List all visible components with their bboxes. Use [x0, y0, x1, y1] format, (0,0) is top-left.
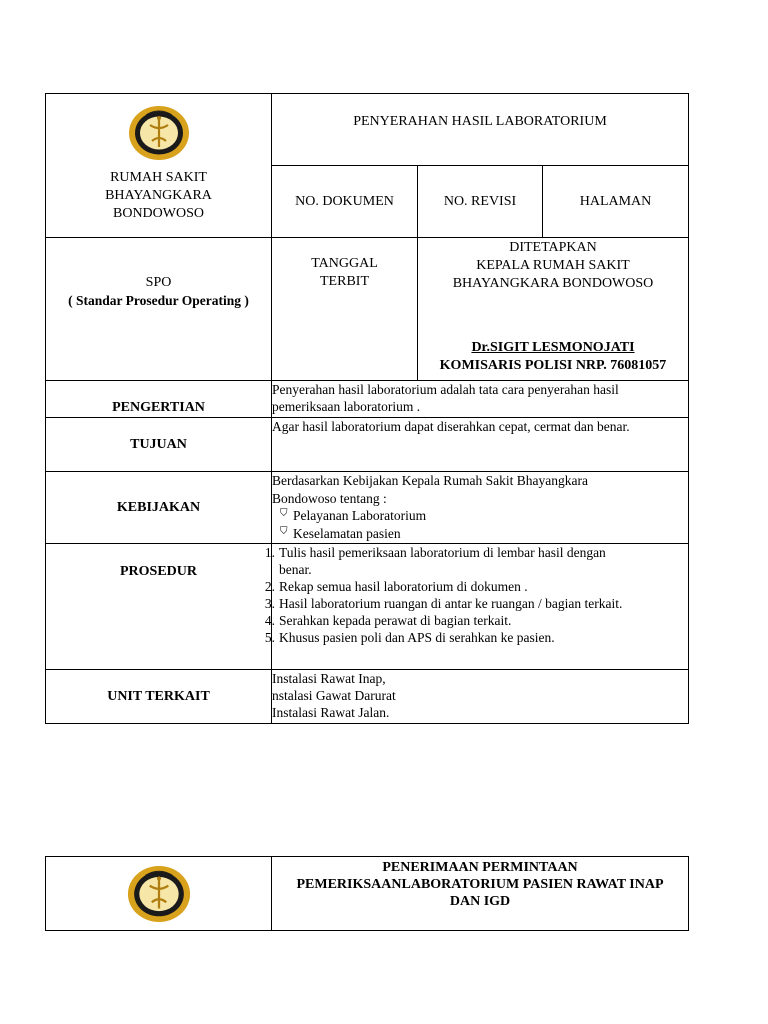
kebijakan-text — [272, 472, 689, 544]
kebijakan-item-label: Pelayanan Laboratorium — [293, 508, 427, 523]
step-number: 1. — [264, 545, 275, 560]
pengertian-line: pemeriksaan laboratorium . — [272, 399, 421, 414]
bullet-icon: ⛉ — [280, 525, 288, 537]
step-number: 3. — [264, 596, 275, 611]
unit-item: nstalasi Gawat Darurat — [272, 688, 396, 703]
hospital-name-line: BONDOWOSO — [113, 206, 204, 221]
prosedur-step — [264, 544, 688, 578]
unit-terkait-text — [272, 670, 689, 724]
prosedur-step — [264, 595, 688, 612]
spo-label: SPO — [145, 275, 172, 290]
prosedur-label: PROSEDUR — [46, 544, 272, 670]
hospital-seal-icon — [122, 865, 196, 923]
prosedur-step — [264, 629, 688, 646]
document-title: PENYERAHAN HASIL LABORATORIUM — [272, 94, 689, 166]
signer-rank: KOMISARIS POLISI NRP. 76081057 — [439, 358, 667, 373]
hospital-cell-2 — [46, 857, 272, 931]
step-text: Hasil laboratorium ruangan di antar ke ruangan / bagian terkait. — [279, 596, 623, 611]
kebijakan-intro-line: Bondowoso tentang : — [272, 490, 387, 506]
list-item — [280, 525, 688, 543]
kebijakan-item-label: Keselamatan pasien — [293, 525, 401, 541]
step-text: Khusus pasien poli dan APS di serahkan ke pasien. — [279, 630, 555, 645]
list-item — [280, 507, 688, 525]
spo-full-label: ( Standar Prosedur Operating ) — [68, 293, 249, 308]
step-text: benar. — [279, 562, 312, 577]
tujuan-text: Agar hasil laboratorium dapat diserahkan cepat, cermat dan benar. — [272, 418, 689, 472]
spo-table — [45, 93, 689, 724]
prosedur-step — [264, 612, 688, 629]
ditetapkan-line: BHAYANGKARA BONDOWOSO — [452, 276, 654, 291]
prosedur-text — [264, 544, 689, 670]
no-dokumen-label: NO. DOKUMEN — [272, 166, 418, 238]
title-line: DAN IGD — [449, 894, 511, 909]
signer-name: Dr.SIGIT LESMONOJATI — [471, 340, 635, 355]
kebijakan-intro-line: Berdasarkan Kebijakan Kepala Rumah Sakit Bhayangkara — [272, 473, 589, 488]
step-text: Rekap semua hasil laboratorium di dokumen . — [279, 579, 528, 594]
ditetapkan-line: DITETAPKAN — [509, 240, 597, 255]
prosedur-step — [264, 578, 688, 595]
bullet-icon: ⛉ — [280, 508, 288, 519]
spo-cell — [46, 238, 272, 381]
hospital-cell — [46, 94, 272, 238]
kebijakan-list — [272, 507, 688, 542]
title-line: PENERIMAAN PERMINTAAN — [382, 860, 578, 875]
step-text: Serahkan kepada perawat di bagian terkait. — [279, 613, 512, 628]
halaman-label: HALAMAN — [543, 166, 689, 238]
tujuan-label: TUJUAN — [46, 418, 272, 472]
pengertian-label: PENGERTIAN — [46, 381, 272, 418]
hospital-seal-icon — [128, 105, 190, 161]
kebijakan-label: KEBIJAKAN — [46, 472, 272, 544]
step-number: 2. — [264, 579, 275, 594]
hospital-name-line: RUMAH SAKIT — [110, 170, 207, 185]
no-revisi-label: NO. REVISI — [418, 166, 543, 238]
hospital-name-line: BHAYANGKARA — [105, 188, 212, 203]
tanggal-terbit-cell — [272, 238, 418, 381]
title-line: PEMERIKSAANLABORATORIUM PASIEN RAWAT INAP — [296, 877, 664, 892]
spo-table-2 — [45, 856, 689, 931]
step-number: 5. — [264, 630, 275, 645]
pengertian-text — [272, 381, 689, 418]
pengertian-line: Penyerahan hasil laboratorium adalah tata cara penyerahan hasil — [272, 382, 619, 397]
unit-item: Instalasi Rawat Inap, — [272, 671, 386, 686]
ditetapkan-cell — [418, 238, 689, 381]
ditetapkan-line: KEPALA RUMAH SAKIT — [476, 258, 630, 273]
tanggal-label: TANGGAL — [311, 256, 378, 271]
document-title-2 — [272, 857, 689, 931]
step-text: Tulis hasil pemeriksaan laboratorium di lembar hasil dengan — [279, 545, 606, 560]
unit-item: Instalasi Rawat Jalan. — [272, 705, 390, 720]
unit-terkait-label: UNIT TERKAIT — [46, 670, 272, 724]
step-number: 4. — [264, 613, 275, 628]
terbit-label: TERBIT — [320, 274, 369, 289]
prosedur-list — [264, 544, 688, 646]
